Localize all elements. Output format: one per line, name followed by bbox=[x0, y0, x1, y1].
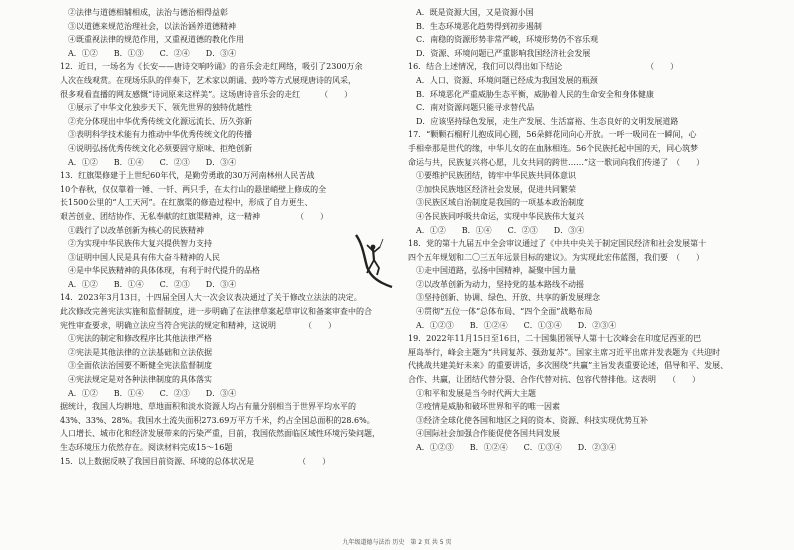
question-text: 代挑战共建美好未来》的重要讲话，多次围绕“共赢”主旨发表重要论述，倡导和平、发展、 bbox=[408, 361, 729, 371]
answer-choices: A．①② B．①④ C．②③ D．③④ bbox=[68, 388, 237, 398]
question-text: 17．“颗颗石榴籽儿抱成同心圆，56朵鲜花同向心开放。一呼一吸同在一瞬间，心 bbox=[408, 130, 697, 140]
option-line: ①和平和发展是当今时代两大主题 bbox=[416, 388, 536, 398]
question-text: 人次在线观赏。在现场乐队的伴奏下，艺术家以朗诵、鼓吟等方式展现唐诗的风采， bbox=[60, 75, 356, 85]
question-text: 此次修改完善宪法实施和监督制度，进一步明确了在法律草案起草审议和备案审查中的合 bbox=[60, 307, 372, 317]
page-footer: 九年级道德与法治 历史 第 2 页 共 5 页 bbox=[342, 539, 452, 546]
option-line: B．环境恶化严重威胁生态平衡，威胁着人民的生命安全和身体健康 bbox=[416, 89, 654, 99]
option-line: ②充分体现出中华优秀传统文化源远流长、历久弥新 bbox=[68, 116, 252, 126]
question-text: 命运与共，民族复兴将心愿，儿女共同的跨世……”这一歌词向我们传递了 （ ） bbox=[408, 157, 705, 167]
question-text: 14．2023年3月13日，十四届全国人大一次会议表决通过了关于修改立法法的决定。 bbox=[60, 293, 362, 303]
question-text: 很多观看直播的网友感慨“诗词原来这样美”。这场唐诗音乐会的走红 （ ） bbox=[60, 89, 353, 99]
question-text: 手相牵那是世代的缘，中华儿女的在血脉相连。56个民族托起中国的天，同心筑梦 bbox=[408, 143, 699, 153]
question-text: 10个春秋，仅仅靠着一锤、一钎、两只手，在太行山的悬崖峭壁上修成的全 bbox=[60, 184, 327, 194]
option-line: ③全面依法治国要不断健全宪法监督制度 bbox=[68, 361, 212, 371]
option-line: ③坚持创新、协调、绿色、开放、共享的新发展理念 bbox=[416, 293, 600, 303]
answer-choices: A．①② B．①③ C．②④ D．③④ bbox=[68, 48, 237, 58]
option-line: ④既重视法律的规范作用，又重视道德的教化作用 bbox=[68, 35, 244, 45]
question-text: 13．红旗渠修建于上世纪60年代，是勤劳勇敢的30万河南林州人民苦战 bbox=[60, 171, 315, 181]
option-line: ②法律与道德相辅相成，法治与德治相得益彰 bbox=[68, 8, 228, 17]
question-text: 19．2022年11月15日至16日，二十国集团领导人第十七次峰会在印度尼西亚的巴 bbox=[408, 334, 702, 344]
question-text: 宪性审查要求，明确立法应当符合宪法的规定和精神，这说明 （ ） bbox=[60, 320, 336, 330]
question-text: 据统计，我国人均耕地、草地面积和淡水资源人均占有量分别相当于世界平均水平的 bbox=[60, 402, 356, 412]
left-column bbox=[60, 6, 380, 468]
answer-choices: A．①②③ B．①②④ C．①③④ D．②③④ bbox=[416, 443, 617, 452]
option-line: ①走中国道路，弘扬中国精神，凝聚中国力量 bbox=[416, 266, 576, 276]
option-line: ④说明弘扬优秀传统文化必须要固守原味、拒绝创新 bbox=[68, 143, 252, 153]
option-line: C．南稳的资源形势非常严峻，环境形势仍不容乐观 bbox=[416, 35, 599, 45]
option-line: ②疫情是威胁和破坏世界和平的唯一因素 bbox=[416, 402, 560, 412]
option-line: ②加快民族地区经济社会发展，促进共同繁荣 bbox=[416, 184, 576, 194]
question-text: 艰苦创业、团结协作、无私奉献的红旗渠精神，这一精神 （ ） bbox=[60, 211, 328, 221]
option-line: ①要维护民族团结，铸牢中华民族共同体意识 bbox=[416, 171, 576, 181]
option-line: ④宪法规定是对各种法律制度的具体落实 bbox=[68, 375, 212, 385]
question-text: 18．党的第十九届五中全会审议通过了《中共中央关于制定国民经济和社会发展第十 bbox=[408, 239, 707, 249]
question-text: 人口增长、城市化和经济发展带来的污染严重，目前，我国依然面临区域性环境污染问题， bbox=[60, 429, 380, 439]
option-line: C．南对资源问题只能寻求替代品 bbox=[416, 103, 535, 113]
option-line: ③以道德来规范治理社会，以法治涵养道德精神 bbox=[68, 21, 236, 31]
question-text: 四个五年规划和二〇三五年远景目标的建议》。为实现此宏伟蓝图，我们要 （ ） bbox=[408, 252, 704, 262]
option-line: B．生态环境恶化趋势得到初步遏制 bbox=[416, 21, 542, 31]
option-line: ②宪法是其他法律的立法基础和立法依据 bbox=[68, 347, 212, 357]
question-text: 16．结合上述情况，我们可以得出如下结论 （ ） bbox=[408, 62, 679, 72]
right-column bbox=[408, 6, 738, 455]
question-text: 长1500公里的“人工天河”。在红旗渠的修造过程中，形成了自力更生、 bbox=[60, 198, 313, 208]
question-text: 厘岛举行，峰会主题为“共同复苏、强劲复苏”。国家主席习近平出席并发表题为《共迎时 bbox=[408, 347, 721, 357]
option-line: ④各民族同呼吸共命运，实现中华民族伟大复兴 bbox=[416, 211, 584, 221]
option-line: ①展示了中华文化独步天下、领先世界的独特优越性 bbox=[68, 103, 252, 113]
answer-choices: A．①② B．①④ C．②③ D．③④ bbox=[416, 225, 585, 235]
option-line: ①宪法的制定和修改程序比其他法律严格 bbox=[68, 334, 212, 344]
option-line: ④贯彻“五位一体”总体布局、“四个全面”战略布局 bbox=[416, 307, 593, 317]
option-line: ③民族区域自治制度是我国的一项基本政治制度 bbox=[416, 198, 584, 208]
option-line: ③表明科学技术能有力推动中华优秀传统文化的传播 bbox=[68, 130, 252, 140]
answer-choices: A．①② B．①④ C．②③ D．③④ bbox=[68, 279, 237, 289]
option-line: ①践行了以改革创新为核心的民族精神 bbox=[68, 225, 204, 235]
answer-choices: A．①② B．①④ C．②③ D．③④ bbox=[68, 157, 237, 167]
option-line: ②为实现中华民族伟大复兴提供智力支持 bbox=[68, 239, 212, 249]
option-line: A．既是资源大国，又是资源小国 bbox=[416, 8, 534, 17]
option-line: D．应该坚持绿色发展，走生产发展、生活富裕、生态良好的文明发展道路 bbox=[416, 116, 679, 126]
question-text: 15．以上数据反映了我国目前资源、环境的总体状况是 （ ） bbox=[60, 456, 331, 466]
option-line: A．人口、资源、环境问题已经成为我国发展的瓶颈 bbox=[416, 75, 598, 85]
question-text: 12．近日，一场名为《长安——唐诗交响吟诵》的音乐会走红网络，吸引了2300万余 bbox=[60, 62, 363, 72]
answer-choices: A．①②③ B．①②④ C．①③④ D．②③④ bbox=[416, 320, 617, 330]
option-line: D．资源、环境问题已严重影响我国经济社会发展 bbox=[416, 48, 591, 58]
option-line: ④国际社会加强合作能促使各国共同发展 bbox=[416, 429, 560, 439]
option-line: ③经济全球化使各国和地区之间的资本、资源、科技实现优势互补 bbox=[416, 415, 648, 425]
question-text: 43%、33%、28%。我国水土流失面积273.69万平方千米，约占全国总面积的28.6%。 bbox=[60, 415, 375, 425]
question-text: 生态环境压力依然存在。阅读材料完成15～16题 bbox=[60, 443, 233, 452]
question-text: 合作、共赢，让团结代替分裂、合作代替对抗、包容代替排他。这表明 （ ） bbox=[408, 375, 700, 385]
option-line: ③证明中国人民是具有伟大奋斗精神的人民 bbox=[68, 252, 220, 262]
option-line: ②以改革创新为动力，坚持党的基本路线不动摇 bbox=[416, 279, 584, 289]
option-line: ④是中华民族精神的具体体现，有利于时代提升的品格 bbox=[68, 266, 260, 276]
rock-climber-silhouette-icon bbox=[352, 233, 394, 289]
